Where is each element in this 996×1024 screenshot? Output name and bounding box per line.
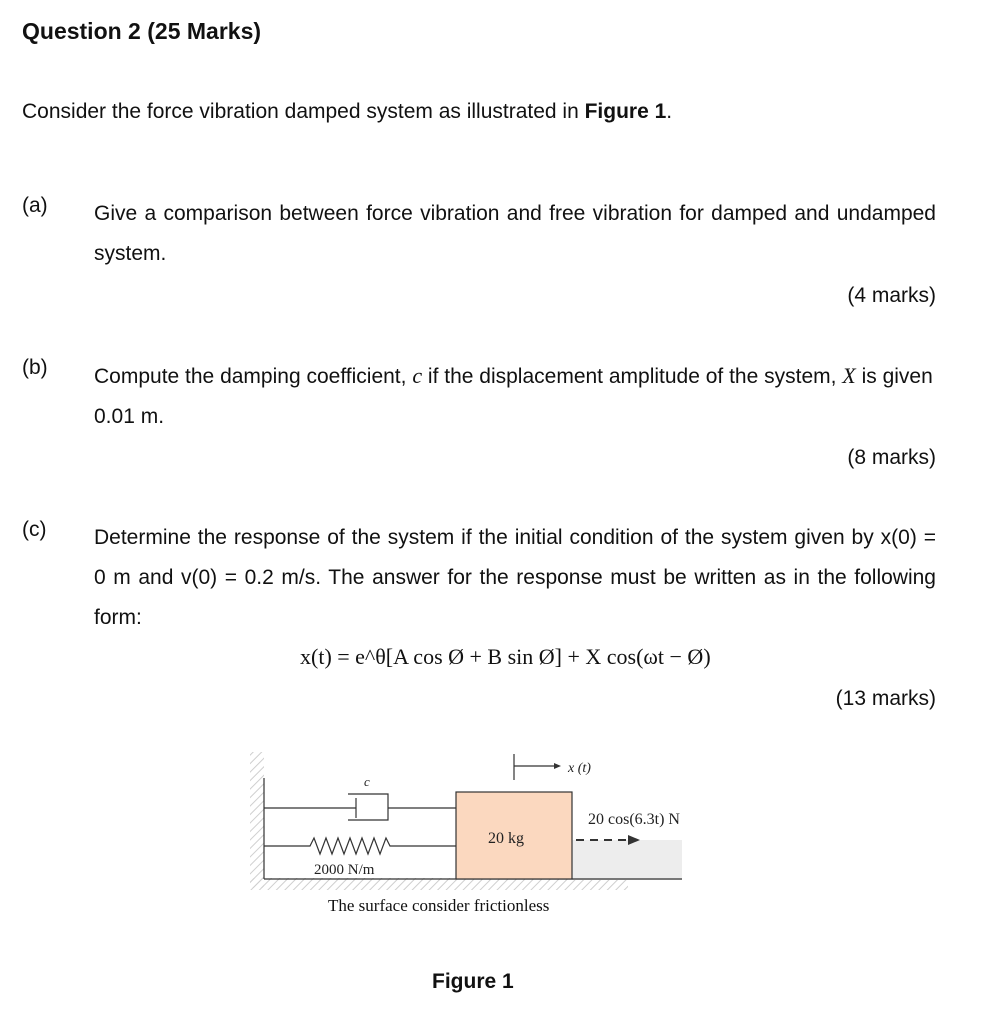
damper-label: c (364, 774, 370, 789)
response-equation: x(t) = e^θ[A cos Ø + B sin Ø] + X cos(ωt − Ø) (300, 644, 711, 669)
intro-text (22, 100, 672, 124)
displacement-label: x (t) (568, 761, 591, 776)
part-b-text-3: is given 0.01 m. (94, 365, 933, 428)
fixed-wall (250, 752, 264, 888)
part-b-label: (b) (22, 356, 48, 379)
part-b-text-2: if the displacement amplitude of the system, (422, 365, 843, 388)
spring (264, 838, 456, 854)
part-b-text-1: Compute the damping coefficient, (94, 365, 413, 388)
mass-label: 20 kg (488, 830, 524, 847)
part-c-marks: (13 marks) (835, 687, 936, 710)
part-b-text (94, 356, 936, 437)
intro-text-body: Consider the force vibration damped system as illustrated in (22, 100, 585, 123)
part-b-marks: (8 marks) (847, 446, 936, 469)
part-c-label: (c) (22, 518, 47, 541)
ground-hatch (250, 878, 628, 890)
figure-caption: Figure 1 (432, 970, 514, 993)
intro-text-end: . (666, 100, 673, 123)
figure-reference: Figure 1 (584, 100, 667, 123)
damper (264, 794, 456, 820)
part-c-text: Determine the response of the system if the initial condition of the system given by x(0) = 0 m and v(0) = 0.2 m/s. The answer for the response must be written as in the following form: (94, 526, 936, 629)
part-a-text: Give a comparison between force vibration and free vibration for damped and undamped system. (94, 202, 936, 265)
part-a-label: (a) (22, 194, 48, 217)
var-c: c (412, 363, 423, 388)
spring-label: 2000 N/m (314, 862, 375, 878)
ground-surface (572, 840, 682, 880)
var-x: X (842, 363, 856, 388)
displacement-arrow (514, 754, 561, 780)
question-title: Question 2 (25 Marks) (22, 18, 262, 44)
force-label: 20 cos(6.3t) N (588, 811, 680, 828)
frictionless-note: The surface consider frictionless (328, 896, 550, 915)
part-a-marks: (4 marks) (847, 284, 936, 307)
